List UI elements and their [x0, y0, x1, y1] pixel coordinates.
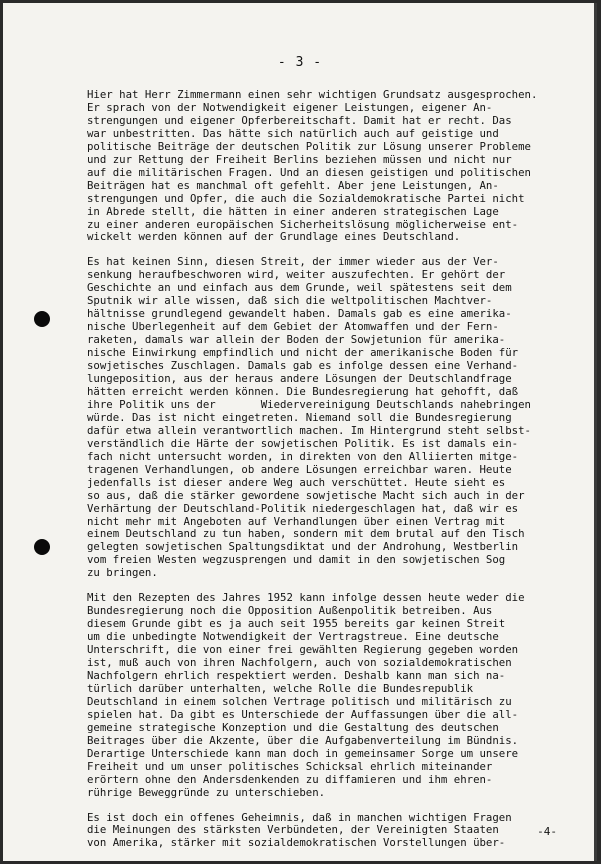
- text-line: Hier hat Herr Zimmermann einen sehr wichtigen Grundsatz ausgesprochen.: [87, 89, 538, 101]
- punch-hole-upper: [34, 311, 50, 327]
- text-line: strengungen und eigener Opferbereitschaft. Damit hat er recht. Das: [87, 114, 512, 127]
- text-line: senkung heraufbeschworen wird, weiter auszufechten. Er gehört der: [87, 269, 506, 282]
- text-line: die Meinungen des stärksten Verbündeten, der Vereinigten Staaten: [87, 824, 499, 837]
- text-line: politische Beiträge der deutschen Politik zur Lösung unserer Probleme: [87, 140, 531, 153]
- text-line: ist, muß auch von ihren Nachfolgern, auch von sozialdemokratischen: [87, 657, 512, 670]
- text-line: tragenen Verhandlungen, ob andere Lösungen erreichbar waren. Heute: [87, 463, 512, 476]
- text-line: fach nicht untersucht worden, in direkten von den Alliierten mitge-: [87, 450, 519, 463]
- text-line: türlich darüber unterhalten, welche Rolle die Bundesrepublik: [87, 682, 474, 695]
- text-line: würde. Das ist nicht eingetreten. Niemand soll die Bundesregierung: [87, 411, 512, 424]
- text-line: Freiheit und um unser politisches Schicksal ehrlich miteinander: [87, 760, 493, 773]
- text-line: erörtern ohne den Andersdenkenden zu diffamieren und ihm ehren-: [87, 773, 493, 786]
- text-line: Beitrages über die Akzente, über die Aufgabenverteilung im Bündnis.: [87, 734, 519, 747]
- text-line: um die unbedingte Notwendigkeit der Vertragstreue. Eine deutsche: [87, 631, 499, 644]
- text-line: nische Einwirkung empfindlich und nicht der amerikanische Boden für: [87, 347, 519, 360]
- text-line: gelegten sowjetischen Spaltungsdiktat und der Androhung, Westberlin: [87, 541, 519, 554]
- text-line: nicht mehr mit Angeboten auf Verhandlungen über einen Vertrag mit: [87, 515, 506, 528]
- text-line: spielen hat. Da gibt es Unterschiede der Auffassungen über die all-: [87, 708, 519, 721]
- text-line: von Amerika, stärker mit sozialdemokratischen Vorstellungen über-: [87, 837, 506, 850]
- text-line: in Abrede stellt, die hätten in einer anderen strategischen Lage: [87, 205, 499, 218]
- text-line: lungeposition, aus der heraus andere Lösungen der Deutschlandfrage: [87, 373, 512, 386]
- text-line: dafür etwa allein verantwortlich machen. Im Hintergrund steht selbst-: [87, 424, 531, 437]
- text-line: wickelt werden können auf der Grundlage eines Deutschland.: [87, 231, 461, 244]
- document-page: [3, 3, 597, 861]
- text-line: vom freien Westen wegzusprengen und damit in den sowjetischen Sog: [87, 554, 506, 567]
- text-line: einem Deutschland zu tun haben, sondern mit dem brutal auf den Tisch: [87, 528, 525, 541]
- text-line: Es ist doch ein offenes Geheimnis, daß in manchen wichtigen Fragen: [87, 811, 512, 824]
- paragraph-2: [87, 256, 579, 580]
- text-line: Beiträgen hat es manchmal oft gefehlt. Aber jene Leistungen, An-: [87, 179, 499, 192]
- text-line: Bundesregierung noch die Opposition Außenpolitik betreiben. Aus: [87, 605, 493, 618]
- text-line: ihre Politik uns der Wiedervereinigung Deutschlands nahebringen: [87, 398, 531, 411]
- text-line: zu einer anderen europäischen Sicherheitslösung möglicherweise ent-: [87, 218, 519, 231]
- text-line: auf die militärischen Fragen. Und an diesen geistigen und politischen: [87, 166, 531, 179]
- text-line: Sputnik wir alle wissen, daß sich die weltpolitischen Machtver-: [87, 295, 493, 308]
- paragraph-1: [87, 89, 579, 244]
- text-line: nische Überlegenheit auf dem Gebiet der Atomwaffen und der Fern-: [87, 321, 499, 334]
- text-line: hältnisse grundlegend gewandelt haben. Damals gab es eine amerika-: [87, 308, 512, 321]
- text-line: gemeine strategische Konzeption und die Gestaltung des deutschen: [87, 721, 499, 734]
- text-line: rührige Beweggründe zu unterschieben.: [87, 786, 326, 799]
- text-line: zu bringen.: [87, 567, 158, 580]
- text-line: Derartige Unterschiede kann man doch in gemeinsamer Sorge um unsere: [87, 747, 519, 760]
- text-line: Verhärtung der Deutschland-Politik niedergeschlagen hat, daß wir es: [87, 502, 519, 515]
- text-line: Es hat keinen Sinn, diesen Streit, der immer wieder aus der Ver-: [87, 256, 499, 269]
- text-line: strengungen und Opfer, die auch die Sozialdemokratische Partei nicht: [87, 192, 525, 205]
- text-line: jedenfalls ist dieser andere Weg auch verschüttet. Heute sieht es: [87, 476, 506, 489]
- text-line: verständlich die Härte der sowjetischen Politik. Es ist damals ein-: [87, 437, 519, 450]
- paragraph-4: [87, 812, 579, 851]
- text-line: Nachfolgern ehrlich respektiert werden. Deshalb kann man sich na-: [87, 669, 506, 682]
- text-line: raketen, damals war allein der Boden der Sowjetunion für amerika-: [87, 334, 506, 347]
- text-line: Er sprach von der Notwendigkeit eigener Leistungen, eigener An-: [87, 101, 493, 114]
- text-line: sowjetisches Zuschlagen. Damals gab es infolge dessen eine Verhand-: [87, 360, 519, 373]
- punch-hole-lower: [34, 539, 50, 555]
- text-line: und zur Rettung der Freiheit Berlins beziehen müssen und nicht nur: [87, 153, 512, 166]
- next-page-reference: -4-: [537, 825, 557, 838]
- page-number: - 3 -: [277, 55, 323, 70]
- text-line: Unterschrift, die von einer frei gewählten Regierung gegeben worden: [87, 644, 519, 657]
- text-line: Mit den Rezepten des Jahres 1952 kann infolge dessen heute weder die: [87, 592, 525, 605]
- text-line: so aus, daß die stärker gewordene sowjetische Macht sich auch in der: [87, 489, 525, 502]
- text-line: diesem Grunde gibt es ja auch seit 1955 bereits gar keinen Streit: [87, 618, 506, 631]
- body-text: [87, 89, 579, 861]
- text-line: Geschichte an und einfach aus dem Grunde, weil spätestens seit dem: [87, 282, 512, 295]
- text-line: war unbestritten. Das hätte sich natürlich auch auf geistige und: [87, 127, 499, 140]
- page-edge-shadow: [594, 3, 597, 861]
- text-line: Deutschland in einem solchen Vertrage politisch und militärisch zu: [87, 695, 512, 708]
- paragraph-3: [87, 592, 579, 799]
- text-line: hätten erreicht werden können. Die Bundesregierung hat gehofft, daß: [87, 385, 519, 398]
